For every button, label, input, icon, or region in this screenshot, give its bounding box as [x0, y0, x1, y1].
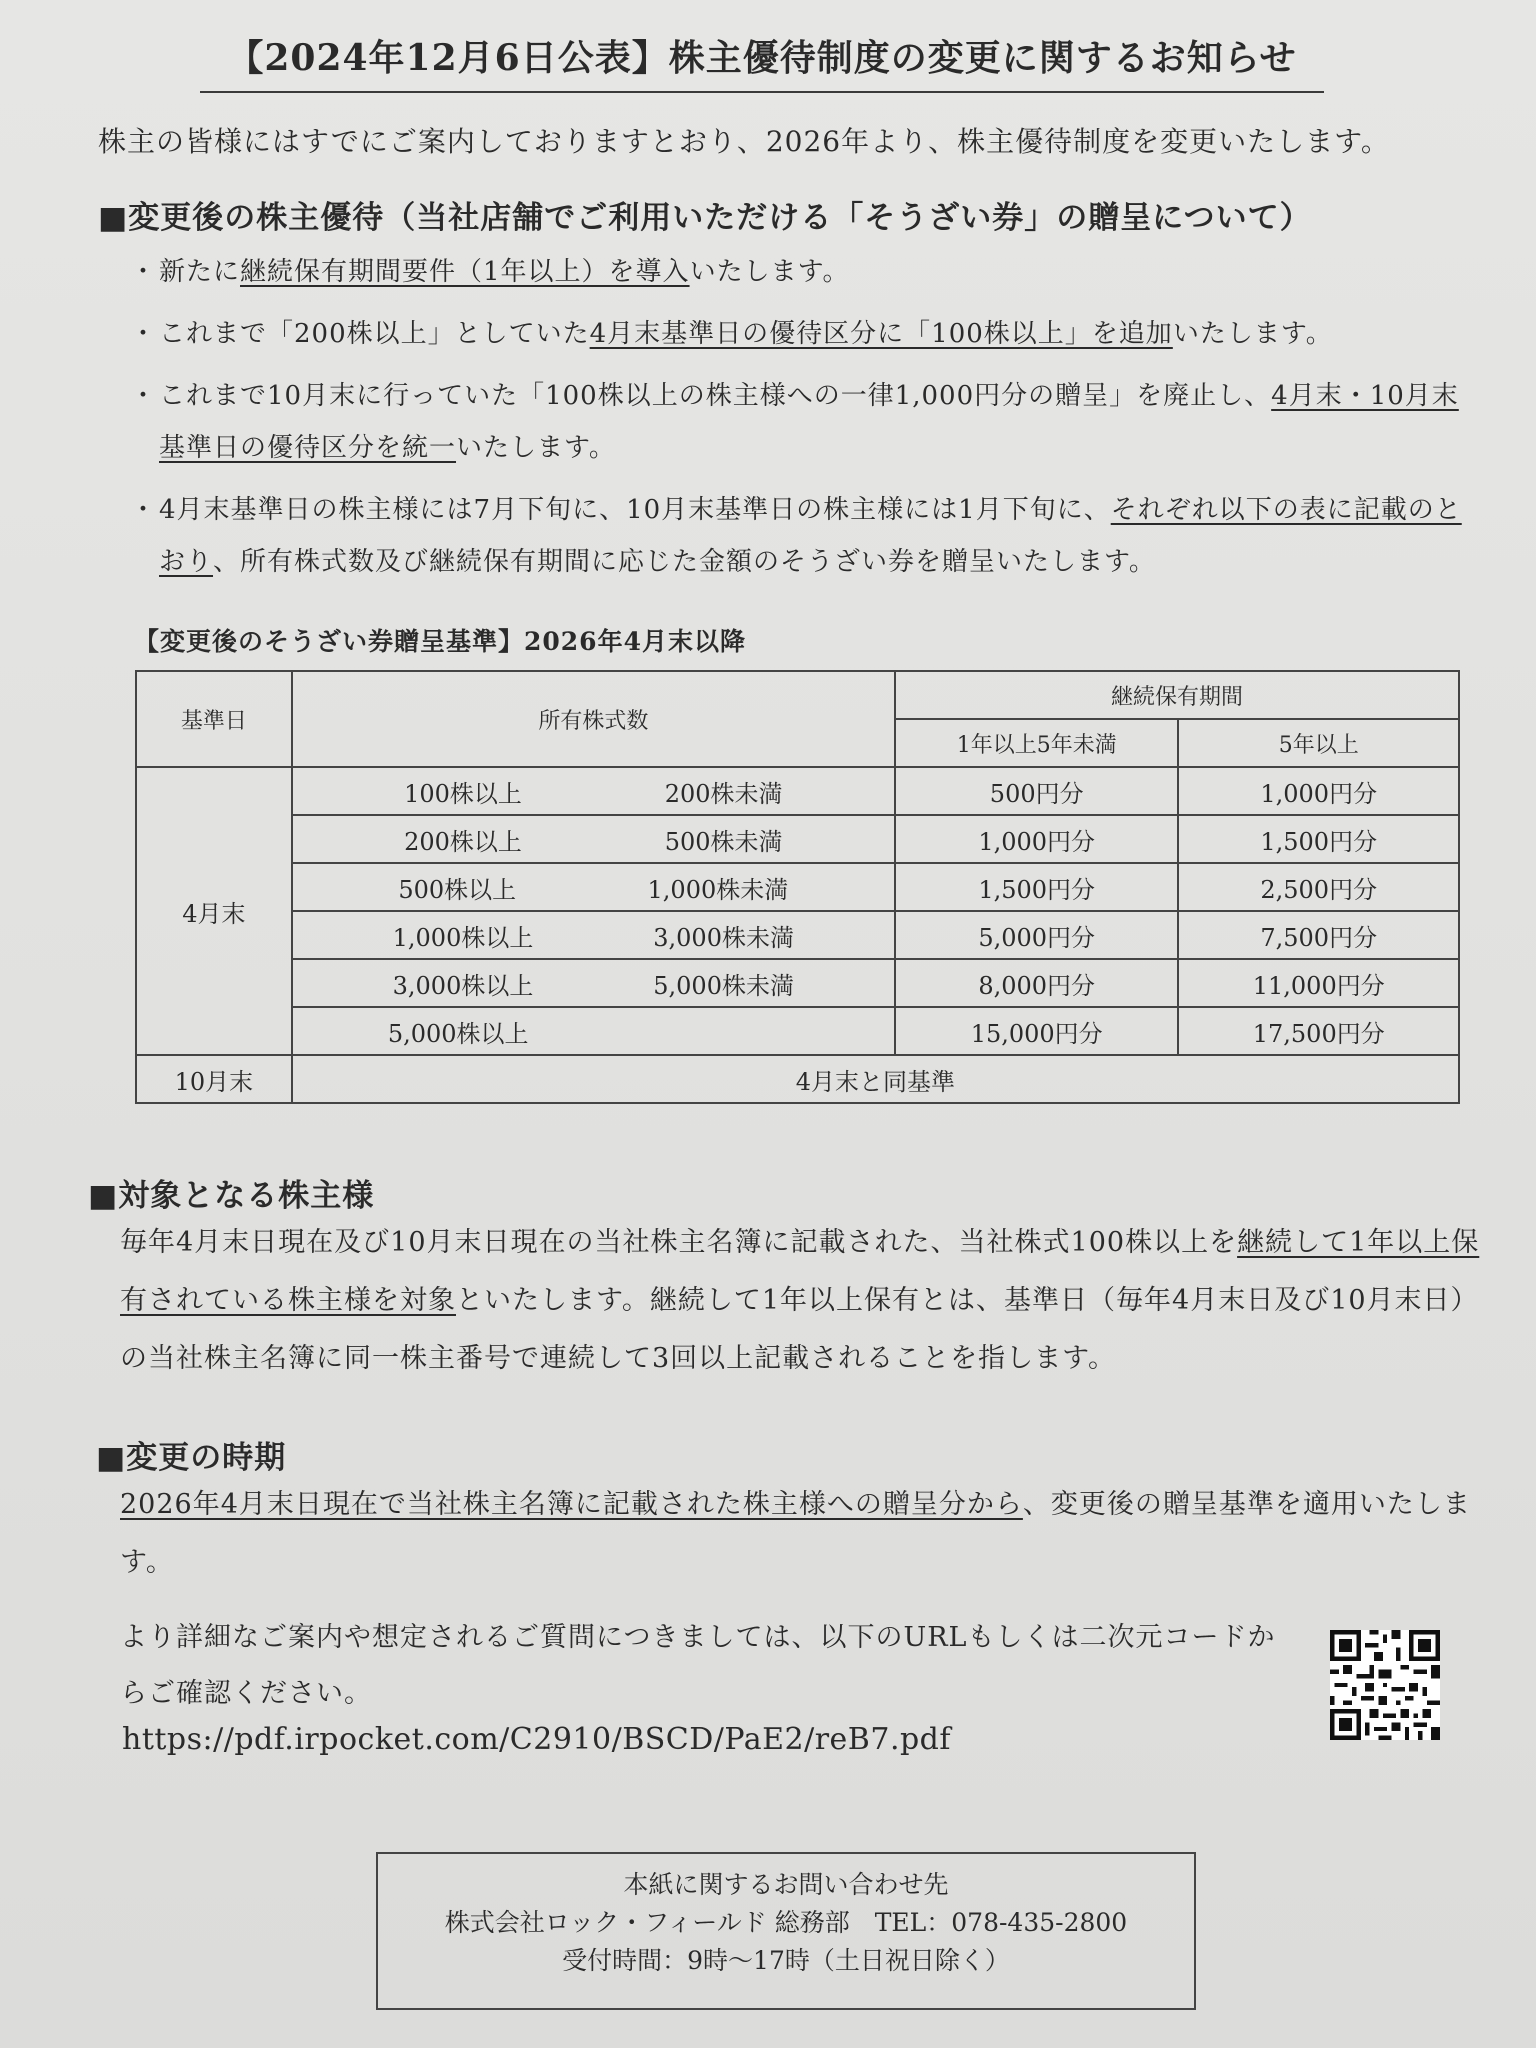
shares-range: 200株以上 500株未満 [292, 815, 895, 863]
contact-heading: 本紙に関するお問い合わせ先 [623, 1870, 949, 1899]
amount-cell: 17,500円分 [1178, 1007, 1459, 1055]
bullet-item: ・ これまで「200株以上」としていた4月末基準日の優待区分に「100株以上」を追加いたします。 [135, 308, 1465, 360]
shares-range: 1,000株以上 3,000株未満 [292, 911, 895, 959]
underlined-text: 4月末基準日の優待区分に「100株以上」を追加 [589, 319, 1173, 349]
section-heading-eligible: ■対象となる株主様 [88, 1178, 375, 1214]
table-header-row [136, 671, 1459, 719]
amount-cell: 1,500円分 [895, 863, 1179, 911]
amount-cell: 1,000円分 [1178, 767, 1459, 815]
shares-range: 5,000株以上 [292, 1007, 895, 1055]
header-shares: 所有株式数 [292, 671, 895, 767]
bullet-item: ・ 新たに継続保有期間要件（1年以上）を導入いたします。 [135, 246, 1465, 298]
amount-cell: 500円分 [895, 767, 1179, 815]
bullet-item: ・ 4月末基準日の株主様には7月下旬に、10月末基準日の株主様には1月下旬に、それぞれ以下の表に記載のとおり、所有株式数及び継続保有期間に応じた金額のそうざい券を贈呈いたします。 [135, 484, 1465, 588]
underlined-text: 2026年4月末日現在で当社株主名簿に記載された株主様への贈呈分から [120, 1489, 1023, 1520]
underlined-text: 継続して1年以上保有されている株主様を対象 [120, 1227, 1480, 1316]
amount-cell: 8,000円分 [895, 959, 1179, 1007]
section-heading-timing: ■変更の時期 [96, 1440, 287, 1476]
table-row [136, 911, 1459, 959]
header-col-5yr: 5年以上 [1178, 719, 1459, 767]
bullet-marker: ・ [130, 257, 158, 287]
april-label: 4月末 [136, 767, 292, 1055]
table-row [136, 1007, 1459, 1055]
underlined-text: 4月末・10月末基準日の優待区分を統一 [159, 381, 1459, 463]
table-caption: 【変更後のそうざい券贈呈基準】2026年4月末以降 [134, 627, 746, 656]
underlined-text: 継続保有期間要件（1年以上）を導入 [240, 257, 690, 287]
shares-range: 3,000株以上 5,000株未満 [292, 959, 895, 1007]
qr-code-icon[interactable] [1330, 1630, 1440, 1740]
bullet-marker: ・ [130, 381, 158, 411]
page-title: 【2024年12月6日公表】株主優待制度の変更に関するお知らせ [200, 30, 1324, 93]
contact-company: 株式会社ロック・フィールド 総務部 TEL：078-435-2800 [444, 1908, 1128, 1937]
table-row [136, 1055, 1459, 1103]
amount-cell: 2,500円分 [1178, 863, 1459, 911]
amount-cell: 5,000円分 [895, 911, 1179, 959]
header-base-date: 基準日 [136, 671, 292, 767]
eligible-paragraph: 毎年4月末日現在及び10月末日現在の当社株主名簿に記載された、当社株式100株以上を継続して1年以上保有されている株主様を対象といたします。継続して1年以上保有とは、基準日（毎年4月末日及び10月末日）の当社株主名簿に同一株主番号で連続して3回以上記載されることを指します。 [120, 1227, 1480, 1374]
shares-range: 500株以上 1,000株未満 [292, 863, 895, 911]
amount-cell: 15,000円分 [895, 1007, 1179, 1055]
info-url[interactable]: https://pdf.irpocket.com/C2910/BSCD/PaE2/reB7.pdf [122, 1722, 951, 1757]
amount-cell: 11,000円分 [1178, 959, 1459, 1007]
october-value: 4月末と同基準 [292, 1055, 1459, 1103]
table-row [136, 767, 1459, 815]
benefit-table [135, 670, 1460, 1104]
contact-hours: 受付時間：9時～17時（土日祝日除く） [562, 1946, 1010, 1975]
amount-cell: 1,500円分 [1178, 815, 1459, 863]
amount-cell: 7,500円分 [1178, 911, 1459, 959]
october-label: 10月末 [136, 1055, 292, 1103]
table-row [136, 863, 1459, 911]
header-col-1-5yr: 1年以上5年未満 [895, 719, 1179, 767]
timing-paragraph: 2026年4月末日現在で当社株主名簿に記載された株主様への贈呈分から、変更後の贈呈基準を適用いたします。 [120, 1489, 1471, 1578]
intro-text: 株主の皆様にはすでにご案内しておりますとおり、2026年より、株主優待制度を変更いたします。 [98, 125, 1390, 158]
shares-range: 100株以上 200株未満 [292, 767, 895, 815]
info-paragraph: より詳細なご案内や想定されるご質問につきましては、以下のURLもしくは二次元コードからご確認ください。 [120, 1622, 1276, 1709]
bullet-marker: ・ [130, 319, 158, 349]
section-heading-benefits: ■変更後の株主優待（当社店舗でご利用いただける「そうざい券」の贈呈について） [98, 200, 1312, 236]
bullet-marker: ・ [130, 495, 158, 525]
table-row [136, 959, 1459, 1007]
underlined-text: それぞれ以下の表に記載のとおり [159, 495, 1462, 577]
contact-box [376, 1852, 1196, 2010]
header-period: 継続保有期間 [895, 671, 1459, 719]
bullet-item: ・ これまで10月末に行っていた「100株以上の株主様への一律1,000円分の贈呈」を廃止し、4月末・10月末基準日の優待区分を統一いたします。 [135, 370, 1465, 474]
amount-cell: 1,000円分 [895, 815, 1179, 863]
table-row [136, 815, 1459, 863]
